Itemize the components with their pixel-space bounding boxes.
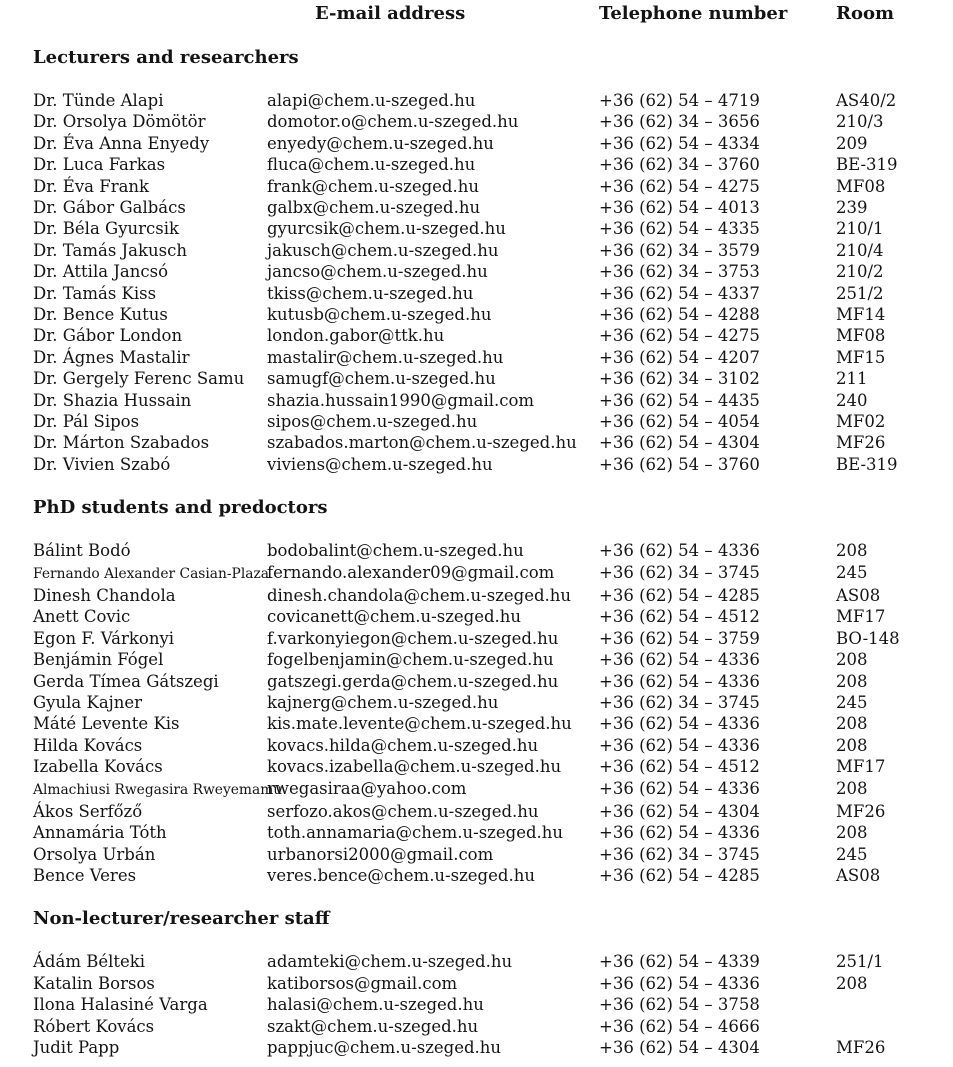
person-phone: +36 (62) 54 – 4285: [599, 866, 760, 886]
directory: [33, 47, 937, 1059]
table-row: [33, 562, 937, 585]
person-room: AS08: [836, 585, 881, 605]
person-email: kovacs.hilda@chem.u-szeged.hu: [267, 735, 539, 755]
table-row: [33, 735, 937, 756]
person-email: fernando.alexander09@gmail.com: [267, 562, 555, 582]
person-phone: +36 (62) 54 – 4335: [599, 219, 760, 239]
person-room: MF17: [836, 757, 886, 777]
person-email: veres.bence@chem.u-szeged.hu: [267, 866, 535, 886]
person-email: dinesh.chandola@chem.u-szeged.hu: [267, 585, 572, 605]
person-room: AS40/2: [836, 90, 897, 110]
person-email: katiborsos@gmail.com: [267, 973, 458, 993]
person-room: 251/1: [836, 952, 884, 972]
person-name: Dr. Vivien Szabó: [33, 454, 171, 474]
person-phone: +36 (62) 54 – 4288: [599, 304, 760, 324]
person-room: 211: [836, 369, 868, 389]
person-email: viviens@chem.u-szeged.hu: [267, 454, 493, 474]
table-row: [33, 692, 937, 713]
table-row: [33, 801, 937, 822]
person-name: Ilona Halasiné Varga: [33, 995, 208, 1015]
person-name: Bence Veres: [33, 866, 137, 886]
person-phone: +36 (62) 34 – 3102: [599, 369, 760, 389]
person-phone: +36 (62) 54 – 4336: [599, 671, 760, 691]
table-row: [33, 347, 937, 368]
person-room: 208: [836, 541, 868, 561]
person-phone: +36 (62) 54 – 4336: [599, 973, 760, 993]
person-room: 208: [836, 823, 868, 843]
person-phone: +36 (62) 34 – 3753: [599, 262, 760, 282]
person-email: galbx@chem.u-szeged.hu: [267, 197, 481, 217]
person-room: 210/3: [836, 112, 884, 132]
person-phone: +36 (62) 54 – 4512: [599, 757, 760, 777]
person-phone: +36 (62) 54 – 3760: [599, 454, 760, 474]
table-row: [33, 154, 937, 175]
table-row: [33, 218, 937, 239]
table-row: [33, 778, 937, 801]
person-email: kutusb@chem.u-szeged.hu: [267, 304, 492, 324]
person-room: BE-319: [836, 454, 898, 474]
person-name: Dr. Orsolya Dömötör: [33, 112, 206, 132]
person-email: frank@chem.u-szeged.hu: [267, 176, 479, 196]
person-name: Dr. Gábor London: [33, 326, 183, 346]
person-name: Dr. Pál Sipos: [33, 411, 140, 431]
table-row: [33, 432, 937, 453]
person-email: szakt@chem.u-szeged.hu: [267, 1016, 479, 1036]
person-email: szabados.marton@chem.u-szeged.hu: [267, 433, 577, 453]
person-email: london.gabor@ttk.hu: [267, 326, 445, 346]
person-room: MF26: [836, 433, 886, 453]
section-rows: [33, 951, 937, 1058]
person-name: Dr. Béla Gyurcsik: [33, 219, 180, 239]
person-name: Judit Papp: [33, 1038, 120, 1058]
person-room: 209: [836, 133, 868, 153]
person-name: Dinesh Chandola: [33, 585, 176, 605]
person-room: 208: [836, 714, 868, 734]
column-header-email: E-mail address: [315, 3, 466, 24]
table-row: [33, 283, 937, 304]
section-title: PhD students and predoctors: [33, 496, 328, 518]
person-email: gyurcsik@chem.u-szeged.hu: [267, 219, 506, 239]
person-room: 251/2: [836, 283, 884, 303]
person-email: jancso@chem.u-szeged.hu: [267, 262, 488, 282]
table-row: [33, 713, 937, 734]
person-phone: +36 (62) 54 – 3759: [599, 628, 760, 648]
person-phone: +36 (62) 34 – 3656: [599, 112, 760, 132]
person-room: 240: [836, 390, 868, 410]
person-room: MF08: [836, 326, 886, 346]
table-row: [33, 1037, 937, 1058]
column-header-phone: Telephone number: [599, 3, 788, 24]
table-row: [33, 240, 937, 261]
person-name: Gerda Tímea Gátszegi: [33, 671, 219, 691]
person-name: Almachiusi Rwegasira Rweyemamu: [33, 781, 283, 798]
person-room: 239: [836, 197, 868, 217]
column-header-room: Room: [836, 3, 895, 24]
person-name: Benjámin Fógel: [33, 650, 164, 670]
table-row: [33, 304, 937, 325]
person-room: MF08: [836, 176, 886, 196]
person-phone: +36 (62) 54 – 4666: [599, 1016, 760, 1036]
person-name: Dr. Gergely Ferenc Samu: [33, 369, 245, 389]
person-phone: +36 (62) 54 – 4304: [599, 433, 760, 453]
person-email: kovacs.izabella@chem.u-szeged.hu: [267, 757, 562, 777]
table-row: [33, 994, 937, 1015]
person-phone: +36 (62) 54 – 4275: [599, 326, 760, 346]
person-phone: +36 (62) 54 – 4339: [599, 952, 760, 972]
table-row: [33, 261, 937, 282]
person-room: 208: [836, 671, 868, 691]
person-name: Dr. Shazia Hussain: [33, 390, 192, 410]
person-room: BO-148: [836, 628, 900, 648]
person-phone: +36 (62) 54 – 4336: [599, 735, 760, 755]
person-phone: +36 (62) 54 – 4336: [599, 823, 760, 843]
person-room: 245: [836, 562, 868, 582]
directory-section: [33, 497, 937, 887]
person-name: Dr. Tünde Alapi: [33, 90, 164, 110]
person-room: MF14: [836, 304, 886, 324]
person-phone: +36 (62) 34 – 3760: [599, 155, 760, 175]
person-room: 210/1: [836, 219, 884, 239]
person-phone: +36 (62) 34 – 3745: [599, 562, 760, 582]
person-room: MF17: [836, 607, 886, 627]
person-phone: +36 (62) 54 – 4334: [599, 133, 760, 153]
person-name: Bálint Bodó: [33, 541, 131, 561]
person-room: 208: [836, 778, 868, 798]
person-room: 208: [836, 650, 868, 670]
person-phone: +36 (62) 54 – 4285: [599, 585, 760, 605]
person-phone: +36 (62) 54 – 4336: [599, 541, 760, 561]
table-row: [33, 90, 937, 111]
table-row: [33, 585, 937, 606]
person-name: Dr. Gábor Galbács: [33, 197, 186, 217]
person-email: domotor.o@chem.u-szeged.hu: [267, 112, 519, 132]
person-name: Dr. Éva Frank: [33, 176, 150, 196]
person-name: Dr. Márton Szabados: [33, 433, 210, 453]
person-email: alapi@chem.u-szeged.hu: [267, 90, 476, 110]
person-email: samugf@chem.u-szeged.hu: [267, 369, 496, 389]
person-email: halasi@chem.u-szeged.hu: [267, 995, 484, 1015]
person-room: 208: [836, 973, 868, 993]
person-phone: +36 (62) 54 – 4207: [599, 347, 760, 367]
person-phone: +36 (62) 34 – 3579: [599, 240, 760, 260]
table-row: [33, 111, 937, 132]
section-title: Non-lecturer/researcher staff: [33, 908, 330, 930]
person-phone: +36 (62) 54 – 4304: [599, 801, 760, 821]
column-headers: [33, 3, 937, 25]
person-phone: +36 (62) 34 – 3745: [599, 844, 760, 864]
table-row: [33, 628, 937, 649]
person-email: mastalir@chem.u-szeged.hu: [267, 347, 504, 367]
table-row: [33, 822, 937, 843]
table-row: [33, 973, 937, 994]
person-name: Anett Covic: [33, 607, 131, 627]
person-room: BE-319: [836, 155, 898, 175]
person-name: Hilda Kovács: [33, 735, 143, 755]
person-name: Orsolya Urbán: [33, 844, 156, 864]
section-title: Lecturers and researchers: [33, 46, 299, 68]
person-email: enyedy@chem.u-szeged.hu: [267, 133, 494, 153]
table-row: [33, 325, 937, 346]
person-email: bodobalint@chem.u-szeged.hu: [267, 541, 524, 561]
table-row: [33, 756, 937, 777]
person-email: adamteki@chem.u-szeged.hu: [267, 952, 513, 972]
person-email: shazia.hussain1990@gmail.com: [267, 390, 535, 410]
person-phone: +36 (62) 34 – 3745: [599, 692, 760, 712]
person-email: sipos@chem.u-szeged.hu: [267, 411, 478, 431]
table-row: [33, 606, 937, 627]
section-rows: [33, 540, 937, 887]
table-row: [33, 197, 937, 218]
person-name: Dr. Bence Kutus: [33, 304, 168, 324]
person-email: fogelbenjamin@chem.u-szeged.hu: [267, 650, 554, 670]
person-phone: +36 (62) 54 – 4336: [599, 778, 760, 798]
table-row: [33, 951, 937, 972]
table-row: [33, 649, 937, 670]
person-phone: +36 (62) 54 – 4337: [599, 283, 760, 303]
table-row: [33, 133, 937, 154]
person-email: tkiss@chem.u-szeged.hu: [267, 283, 474, 303]
table-row: [33, 844, 937, 865]
person-name: Dr. Tamás Kiss: [33, 283, 157, 303]
person-email: kis.mate.levente@chem.u-szeged.hu: [267, 714, 572, 734]
directory-section: [33, 908, 937, 1058]
person-name: Ákos Serfőző: [33, 801, 143, 821]
person-room: 210/2: [836, 262, 884, 282]
person-name: Annamária Tóth: [33, 823, 167, 843]
person-email: fluca@chem.u-szeged.hu: [267, 155, 476, 175]
person-email: jakusch@chem.u-szeged.hu: [267, 240, 499, 260]
section-rows: [33, 90, 937, 475]
person-email: kajnerg@chem.u-szeged.hu: [267, 692, 499, 712]
person-room: MF02: [836, 411, 886, 431]
person-room: 208: [836, 735, 868, 755]
person-room: MF15: [836, 347, 886, 367]
person-name: Gyula Kajner: [33, 692, 143, 712]
person-phone: +36 (62) 54 – 4013: [599, 197, 760, 217]
table-row: [33, 411, 937, 432]
table-row: [33, 454, 937, 475]
person-phone: +36 (62) 54 – 4304: [599, 1038, 760, 1058]
person-email: rwegasiraa@yahoo.com: [267, 778, 467, 798]
person-phone: +36 (62) 54 – 3758: [599, 995, 760, 1015]
table-row: [33, 368, 937, 389]
table-row: [33, 865, 937, 886]
person-phone: +36 (62) 54 – 4512: [599, 607, 760, 627]
person-name: Róbert Kovács: [33, 1016, 155, 1036]
table-row: [33, 1016, 937, 1037]
person-email: f.varkonyiegon@chem.u-szeged.hu: [267, 628, 559, 648]
person-phone: +36 (62) 54 – 4275: [599, 176, 760, 196]
person-email: gatszegi.gerda@chem.u-szeged.hu: [267, 671, 559, 691]
person-name: Ádám Bélteki: [33, 952, 146, 972]
person-phone: +36 (62) 54 – 4336: [599, 650, 760, 670]
person-name: Fernando Alexander Casian-Plaza: [33, 565, 269, 582]
person-email: toth.annamaria@chem.u-szeged.hu: [267, 823, 564, 843]
person-name: Dr. Luca Farkas: [33, 155, 166, 175]
person-email: urbanorsi2000@gmail.com: [267, 844, 494, 864]
person-name: Dr. Tamás Jakusch: [33, 240, 187, 260]
person-name: Egon F. Várkonyi: [33, 628, 175, 648]
person-room: 210/4: [836, 240, 884, 260]
person-room: 245: [836, 844, 868, 864]
person-phone: +36 (62) 54 – 4054: [599, 411, 760, 431]
person-phone: +36 (62) 54 – 4435: [599, 390, 760, 410]
table-row: [33, 176, 937, 197]
person-name: Izabella Kovács: [33, 757, 163, 777]
person-name: Katalin Borsos: [33, 973, 155, 993]
person-name: Dr. Éva Anna Enyedy: [33, 133, 210, 153]
person-room: 245: [836, 692, 868, 712]
person-email: serfozo.akos@chem.u-szeged.hu: [267, 801, 539, 821]
person-phone: +36 (62) 54 – 4719: [599, 90, 760, 110]
table-row: [33, 671, 937, 692]
person-phone: +36 (62) 54 – 4336: [599, 714, 760, 734]
person-room: MF26: [836, 1038, 886, 1058]
directory-section: [33, 47, 937, 476]
table-row: [33, 390, 937, 411]
person-room: AS08: [836, 866, 881, 886]
person-email: pappjuc@chem.u-szeged.hu: [267, 1038, 502, 1058]
person-room: MF26: [836, 801, 886, 821]
person-name: Dr. Ágnes Mastalir: [33, 347, 190, 367]
person-name: Máté Levente Kis: [33, 714, 180, 734]
table-row: [33, 540, 937, 561]
person-email: covicanett@chem.u-szeged.hu: [267, 607, 522, 627]
person-name: Dr. Attila Jancsó: [33, 262, 169, 282]
